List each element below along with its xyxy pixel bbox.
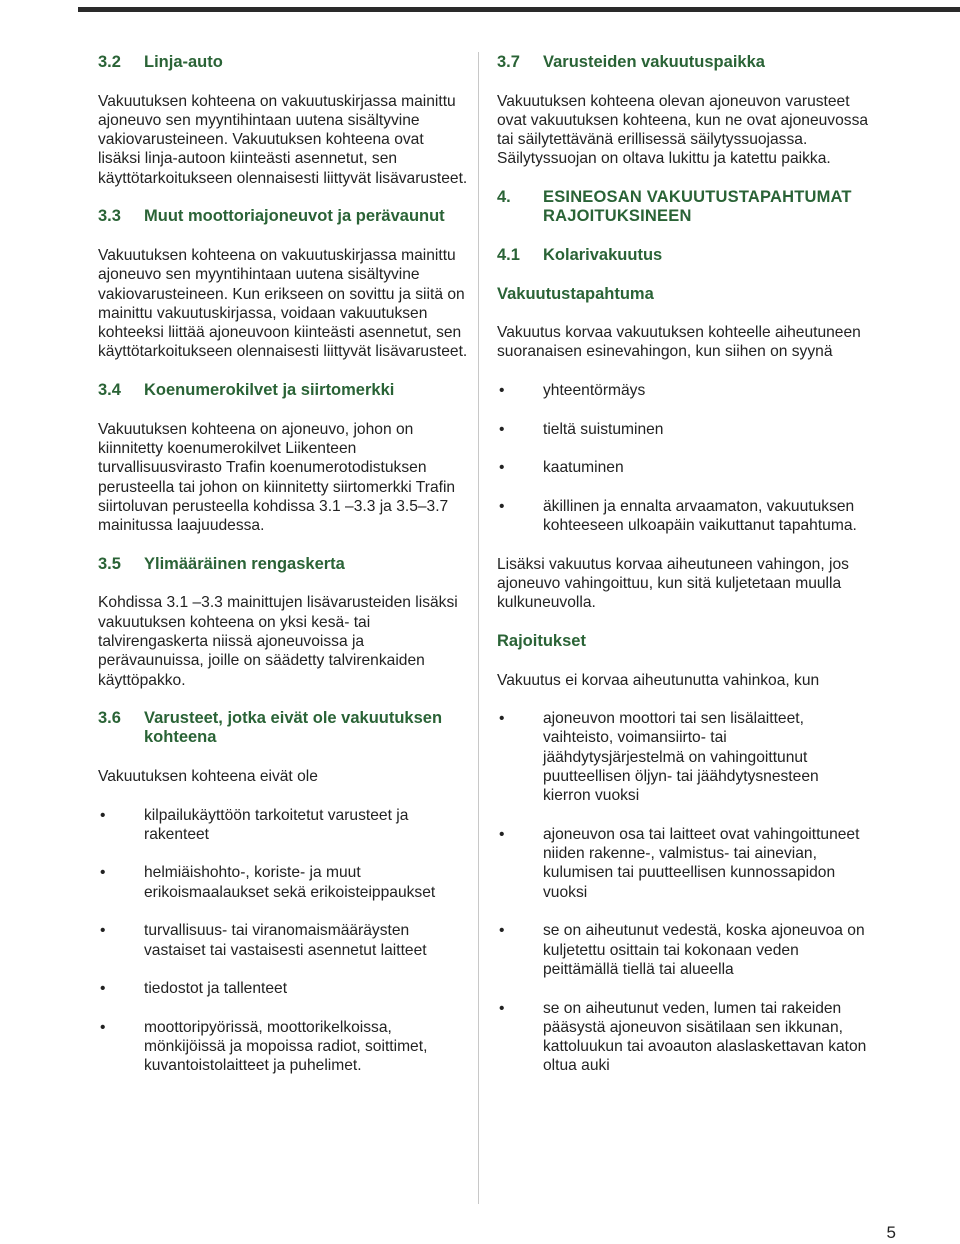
section-title: Varusteiden vakuutuspaikka (543, 53, 765, 71)
section-heading (98, 207, 470, 226)
list-item: • se on aiheutunut veden, lumen tai rakeiden pääsystä ajoneuvon sisätilaan sen ikkunan, kattoluukun tai avoauton alaslaskettavan katon oltua auki (499, 999, 867, 1075)
bullet-icon: • (499, 459, 505, 477)
list-item: • äkillinen ja ennalta arvaamaton, vakuutuksen kohteeseen ulkoapäin vaikuttanut tapahtuma. (499, 497, 857, 535)
section-heading (98, 709, 470, 748)
bullet-icon: • (100, 922, 106, 940)
bullet-list (497, 381, 869, 535)
list-item: • kaatuminen (499, 459, 624, 477)
subheading: Rajoitukset (497, 631, 586, 650)
column-divider (478, 52, 479, 1204)
bullet-icon: • (100, 1018, 106, 1036)
section-3-6 (98, 709, 470, 1076)
section-title: Kolarivakuutus (543, 245, 663, 264)
section-number: 3.4 (98, 381, 121, 400)
section-heading (497, 246, 869, 265)
section-3-2 (98, 53, 470, 188)
section-heading (497, 53, 869, 72)
bullet-icon: • (499, 999, 505, 1017)
section-intro: Vakuutuksen kohteena eivät ole (98, 767, 318, 785)
chapter-heading (497, 188, 869, 227)
list-item: • ajoneuvon moottori tai sen lisälaitteet, vaihteisto, voimansiirto- tai jäähdytysjärjestelmä on vahingoittunut puutteellisen öljyn- tai jäähdytysnesteen kierron vuoksi (499, 710, 819, 805)
right-column (497, 53, 869, 1076)
section-heading (98, 53, 470, 72)
section-body: Vakuutuksen kohteena on vakuutuskirjassa mainittu ajoneuvo sen myyntihintaan uutena sisältyvine vakiovarusteineen. Vakuutuksen kohteena ovat lisäksi linja-autoon kiinteästi asennetut, sen käyttötarkoitukseen olennaisesti liittyvät lisävarusteet. (98, 92, 468, 187)
top-rule (78, 7, 960, 12)
bullet-icon: • (100, 806, 106, 824)
section-number: 3.2 (98, 53, 121, 71)
list-item: • tieltä suistuminen (499, 420, 664, 438)
section-heading (98, 381, 470, 400)
section-title: ESINEOSAN VAKUUTUSTAPAHTUMAT RAJOITUKSINEEN (543, 188, 852, 226)
section-body: Vakuutuksen kohteena on ajoneuvo, johon on kiinnitetty koenumerokilvet Liikenteen turvallisuusvirasto Trafin koenumerotodistuksen perusteella tai johon on kiinnitetty siirtomerkki Trafin siirtoluvan perusteella kohdissa 3.1 –3.3 ja 3.5–3.7 mainitussa laajuudessa. (98, 420, 456, 535)
section-number: 4. (497, 188, 511, 207)
section-3-7 (497, 53, 869, 169)
section-body: Lisäksi vakuutus korvaa aiheutuneen vahingon, jos ajoneuvo vahingoittuu, kun sitä kuljetetaan muulla kulkuneuvolla. (497, 555, 849, 612)
subheading: Vakuutustapahtuma (497, 284, 654, 303)
list-item: • ajoneuvon osa tai laitteet ovat vahingoittuneet niiden rakenne-, valmistus- tai ainevian, kulumisen tai puutteellisen kunnossapidon vuoksi (499, 825, 860, 901)
bullet-icon: • (499, 382, 505, 400)
section-4-1 (497, 246, 869, 1076)
page-number: 5 (886, 1223, 896, 1242)
bullet-list (98, 806, 470, 1076)
section-number: 3.3 (98, 207, 121, 226)
section-body: Vakuutus korvaa vakuutuksen kohteelle aiheutuneen suoranaisen esinevahingon, kun siihen on syynä (497, 324, 861, 361)
list-item: • tiedostot ja tallenteet (100, 980, 288, 998)
section-3-4 (98, 381, 470, 535)
section-title: Varusteet, jotka eivät ole vakuutuksen kohteena (144, 709, 443, 747)
section-body: Kohdissa 3.1 –3.3 mainittujen lisävarusteiden lisäksi vakuutuksen kohteena on yksi kesä- tai talvirengaskerta niissä ajoneuvoissa ja perävaunuissa, joille on säädetty talvirenkaiden käyttöpakko. (98, 594, 458, 689)
list-item: • se on aiheutunut vedestä, koska ajoneuvoa on kuljetettu osittain tai kokonaan veden peittämällä tiellä tai alueella (499, 922, 865, 978)
section-title: Muut moottoriajoneuvot ja perävaunut (144, 207, 445, 226)
bullet-icon: • (100, 864, 106, 882)
bullet-icon: • (499, 420, 505, 438)
section-number: 3.5 (98, 554, 121, 573)
section-body: Vakuutuksen kohteena on vakuutuskirjassa mainittu ajoneuvo sen myyntihintaan uutena sisältyvine vakiovarusteineen. Kun erikseen on sovittu ja siitä on mainittu vakuutuskirjassa, voidaan vakuutuksen kohteeksi liittää ajoneuvoon kiinteästi asennetut, sen käyttötarkoitukseen olennaisesti liittyvät lisävarusteet. (98, 246, 468, 361)
section-number: 4.1 (497, 245, 520, 264)
list-item: • helmiäishohto-, koriste- ja muut erikoismaalaukset sekä erikoisteippaukset (100, 864, 436, 901)
left-column (98, 53, 470, 1076)
section-title: Koenumerokilvet ja siirtomerkki (144, 381, 395, 400)
bullet-icon: • (100, 980, 106, 998)
section-number: 3.7 (497, 53, 520, 71)
section-body: Vakuutuksen kohteena olevan ajoneuvon varusteet ovat vakuutuksen kohteena, kun ne ovat ajoneuvossa tai säilytettävänä erillisessä säilytyssuojassa. Säilytyssuojan on oltava lukittu ja katettu paikka. (497, 92, 869, 168)
section-number: 3.6 (98, 709, 121, 728)
bullet-icon: • (499, 497, 505, 515)
list-item: • yhteentörmäys (499, 382, 646, 400)
section-4 (497, 188, 869, 227)
bullet-icon: • (499, 922, 505, 940)
section-title: Linja-auto (144, 53, 223, 71)
list-item: • moottoripyörissä, moottorikelkoissa, mönkijöissä ja mopoissa radiot, soittimet, kuvantoistolaitteet ja puhelimet. (100, 1018, 428, 1075)
section-3-5 (98, 555, 470, 690)
bullet-icon: • (499, 825, 505, 843)
list-item: • turvallisuus- tai viranomaismääräysten vastaiset tai vastaisesti asennetut laitteet (100, 922, 427, 959)
bullet-icon: • (499, 710, 505, 728)
section-heading (98, 555, 470, 574)
section-title: Ylimääräinen rengaskerta (144, 554, 345, 573)
section-body: Vakuutus ei korvaa aiheutunutta vahinkoa, kun (497, 671, 820, 689)
list-item: • kilpailukäyttöön tarkoitetut varusteet ja rakenteet (100, 806, 409, 843)
bullet-list (497, 709, 869, 1076)
section-3-3 (98, 207, 470, 361)
